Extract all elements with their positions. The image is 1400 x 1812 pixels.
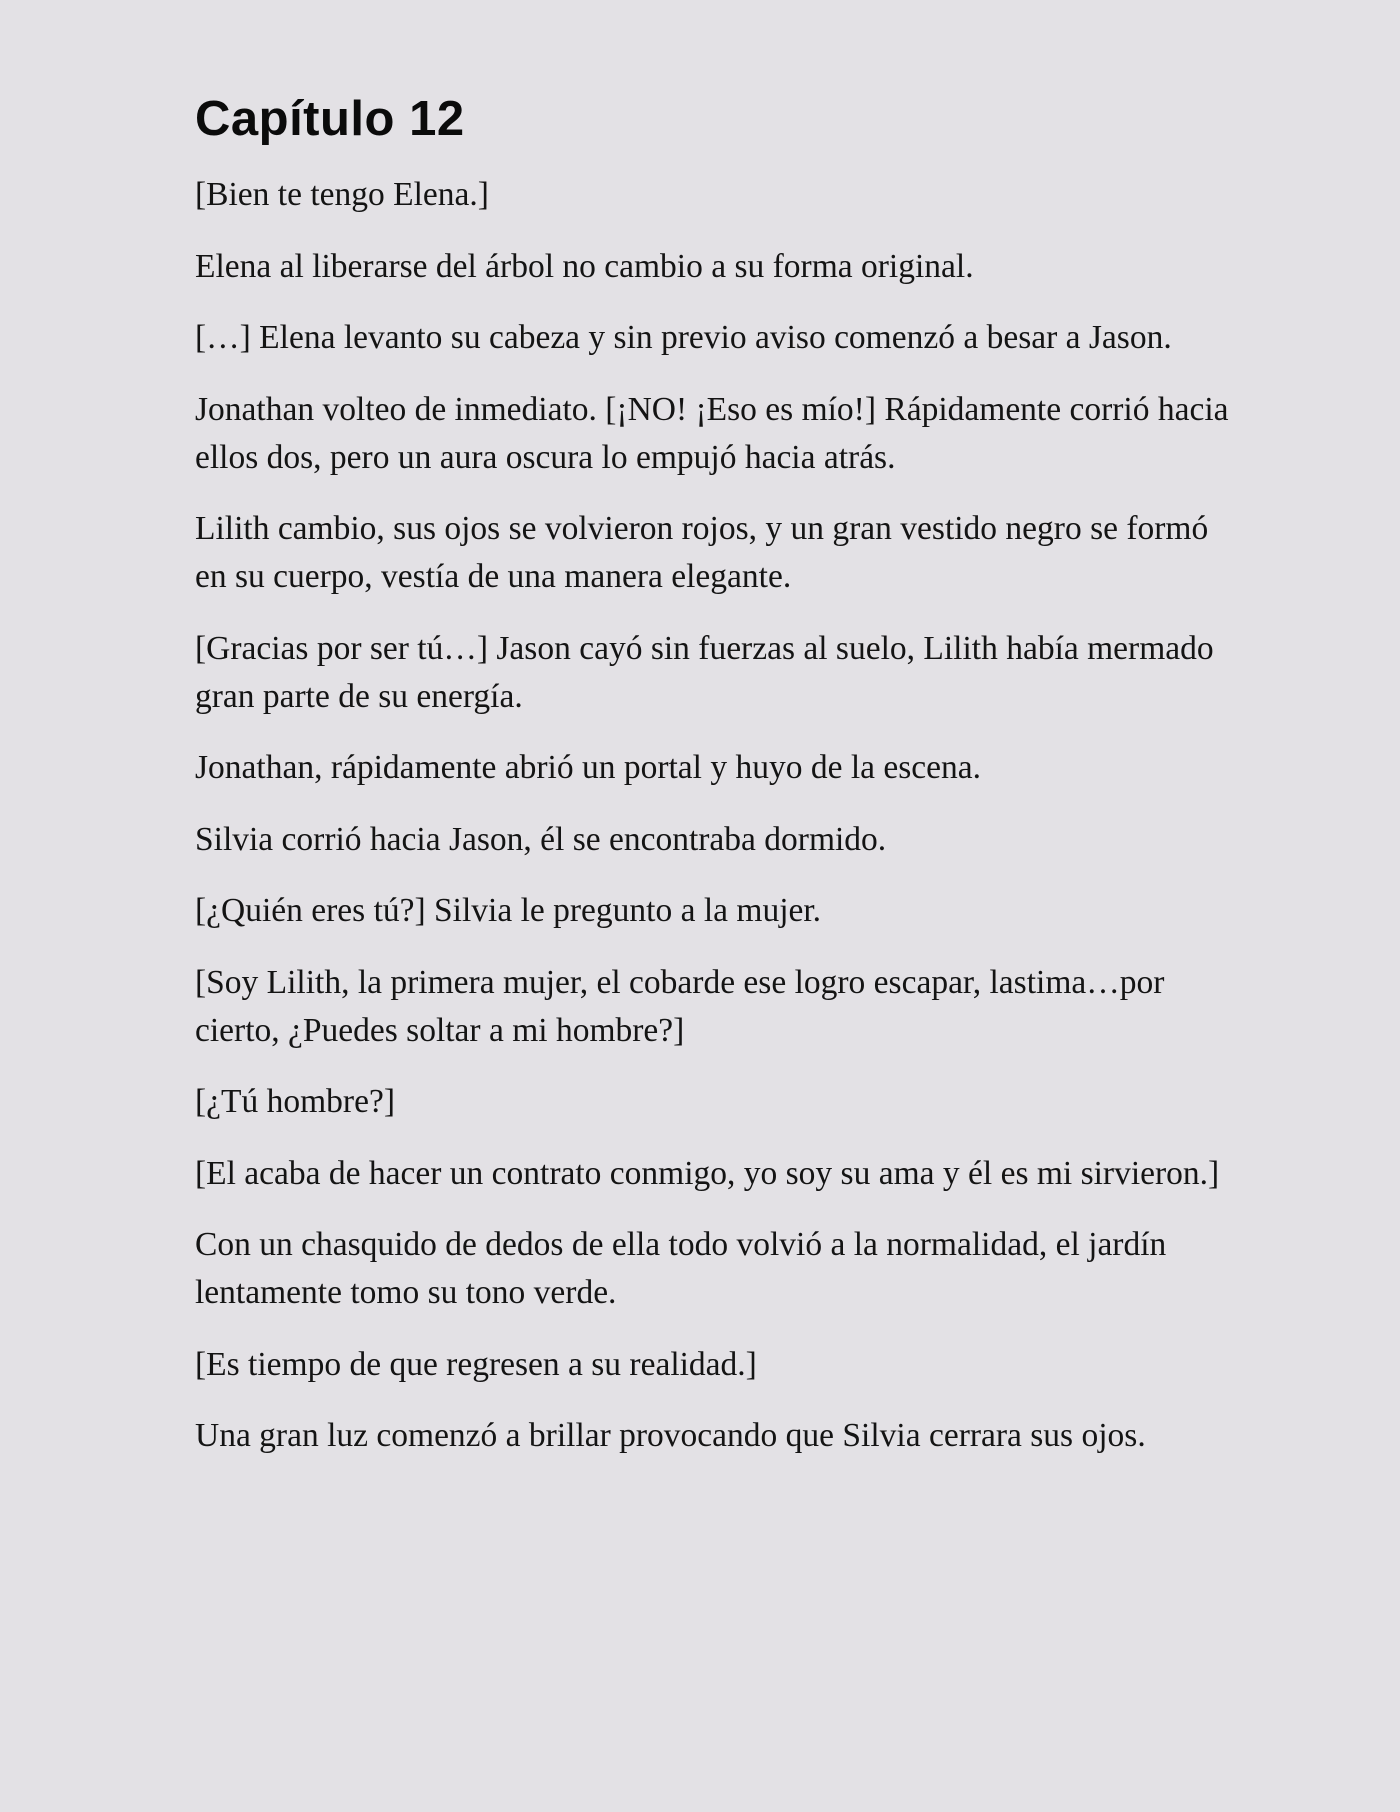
paragraph: Silvia corrió hacia Jason, él se encontraba dormido. (195, 820, 887, 858)
document-page (195, 88, 1245, 1484)
paragraph: Una gran luz comenzó a brillar provocando que Silvia cerrara sus ojos. (195, 1417, 1146, 1454)
paragraph: Lilith cambio, sus ojos se volvieron rojos, y un gran vestido negro se formó en su cuerpo, vestía de una manera elegante. (195, 510, 1209, 595)
chapter-title: Capítulo 12 (195, 92, 465, 146)
paragraph: [Bien te tengo Elena.] (195, 176, 489, 213)
paragraph: [Soy Lilith, la primera mujer, el cobarde ese logro escapar, lastima…por cierto, ¿Puedes soltar a mi hombre?] (195, 963, 1165, 1049)
paragraph: [¿Quién eres tú?] Silvia le pregunto a la mujer. (195, 892, 822, 929)
paragraph: Con un chasquido de dedos de ella todo volvió a la normalidad, el jardín lentamente tomo su tono verde. (195, 1226, 1167, 1311)
paragraph: [¿Tú hombre?] (195, 1083, 395, 1120)
paragraph: [El acaba de hacer un contrato conmigo, yo soy su ama y él es mi sirvieron.] (195, 1154, 1220, 1192)
paragraph: [Es tiempo de que regresen a su realidad.] (195, 1345, 757, 1383)
paragraph: Jonathan volteo de inmediato. [¡NO! ¡Eso es mío!] Rápidamente corrió hacia ellos dos, pero un aura oscura lo empujó hacia atrás. (195, 390, 1229, 476)
paragraph: Elena al liberarse del árbol no cambio a su forma original. (195, 247, 974, 285)
paragraph: [Gracias por ser tú…] Jason cayó sin fuerzas al suelo, Lilith había mermado gran parte de su energía. (195, 629, 1214, 715)
paragraph: […] Elena levanto su cabeza y sin previo aviso comenzó a besar a Jason. (195, 319, 1172, 356)
paragraph: Jonathan, rápidamente abrió un portal y huyo de la escena. (195, 749, 982, 786)
